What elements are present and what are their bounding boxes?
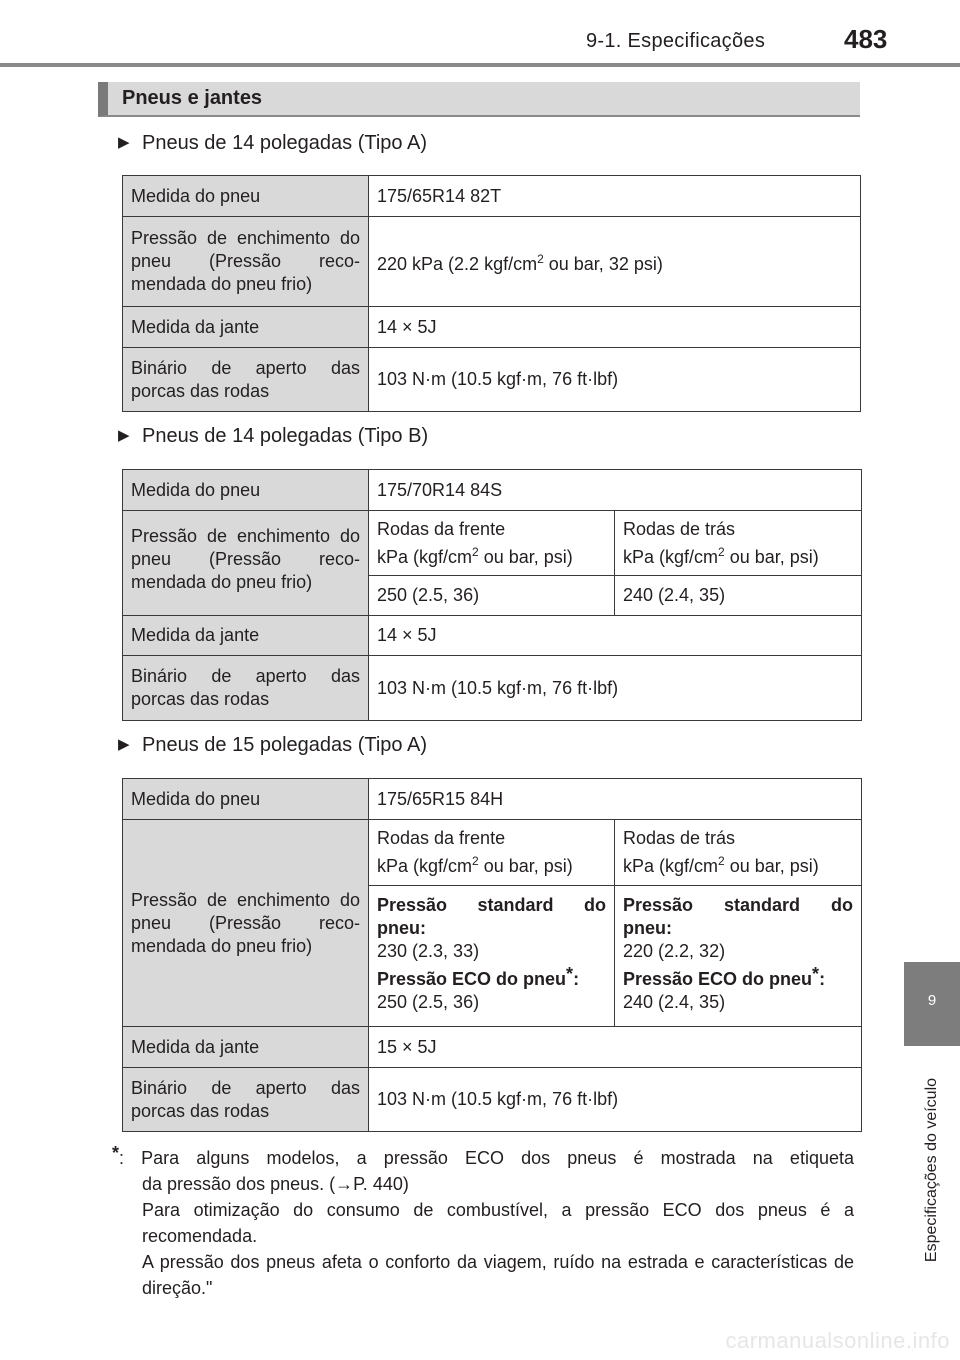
- rim-size-label: Medida da jante: [123, 616, 369, 656]
- torque-label: Binário de aperto das porcas das rodas: [123, 348, 369, 412]
- front-pressure-cell: [369, 886, 615, 1027]
- rim-size-value: 15 × 5J: [369, 1027, 862, 1068]
- section-title: Pneus e jantes: [98, 82, 860, 117]
- pressure-label: Pressão de enchimento do pneu (Pressão reco-mendada do pneu frio): [123, 511, 369, 616]
- eco-pressure-label: Pressão ECO do pneu*:: [377, 964, 580, 989]
- rear-pressure-cell: [615, 886, 862, 1027]
- rear-eco-value: 240 (2.4, 35): [623, 992, 726, 1012]
- torque-value: 103 N·m (10.5 kgf·m, 76 ft·lbf): [369, 348, 861, 412]
- front-pressure-value: 250 (2.5, 36): [369, 576, 615, 616]
- torque-label: Binário de aperto das porcas das rodas: [123, 656, 369, 721]
- footnote-line-1: *: Para alguns modelos, a pressão ECO dos pneus é mostrada na etiqueta: [112, 1143, 854, 1168]
- table-row: [123, 1068, 862, 1132]
- rear-standard-value: 220 (2.2, 32): [623, 941, 726, 961]
- subheading-text: Pneus de 14 polegadas (Tipo B): [142, 425, 429, 447]
- table-row: [123, 217, 861, 307]
- table-row: [123, 511, 862, 576]
- rear-wheels-header: Rodas de trás kPa ($kgf/cm^2$ ou bar, psi): [615, 511, 862, 576]
- subheading-text: Pneus de 15 polegadas (Tipo A): [142, 734, 428, 756]
- page-reference-link[interactable]: →P. 440: [335, 1174, 403, 1194]
- table-row: [123, 176, 861, 217]
- torque-value: 103 N·m (10.5 kgf·m, 76 ft·lbf): [369, 1068, 862, 1132]
- tire-size-label: Medida do pneu: [123, 176, 369, 217]
- subheading-14-type-b: [118, 425, 428, 448]
- table-row: [123, 779, 862, 820]
- tire-size-label: Medida do pneu: [123, 470, 369, 511]
- eco-pressure-label: Pressão ECO do pneu*:: [623, 964, 826, 989]
- pressure-value: 220 kPa (2.2 kgf/$cm^2$ ou bar, 32 psi): [369, 217, 861, 307]
- rear-pressure-value: 240 (2.4, 35): [615, 576, 862, 616]
- subheading-14-type-a: [118, 132, 427, 155]
- table-row: [123, 616, 862, 656]
- standard-pressure-label: Pressão standard do pneu:: [377, 895, 606, 938]
- footnote-paragraph-3: A pressão dos pneus afeta o conforto da viagem, ruído na estrada e características de direção.": [142, 1252, 854, 1298]
- rim-size-label: Medida da jante: [123, 1027, 369, 1068]
- front-wheels-header: Rodas da frente kPa ($kgf/cm^2$ ou bar, psi): [369, 511, 615, 576]
- triangle-bullet-icon: ▶: [118, 427, 130, 444]
- table-row: [123, 307, 861, 348]
- torque-value: 103 N·m (10.5 kgf·m, 76 ft·lbf): [369, 656, 862, 721]
- table-row: [123, 348, 861, 412]
- tire-size-value: 175/65R15 84H: [369, 779, 862, 820]
- front-wheels-header: Rodas da frente kPa ($kgf/cm^2$ ou bar, psi): [369, 820, 615, 886]
- spec-table-14-type-b: [122, 469, 862, 721]
- chapter-label: Especificações do veículo: [923, 1077, 940, 1263]
- watermark: carmanualsonline.info: [725, 1328, 950, 1353]
- header-divider: [0, 63, 960, 67]
- torque-label: Binário de aperto das porcas das rodas: [123, 1068, 369, 1132]
- subheading-text: Pneus de 14 polegadas (Tipo A): [142, 132, 428, 154]
- footnote: [112, 1140, 854, 1301]
- table-row: [123, 656, 862, 721]
- tire-size-label: Medida do pneu: [123, 779, 369, 820]
- rim-size-value: 14 × 5J: [369, 616, 862, 656]
- tire-size-value: 175/65R14 82T: [369, 176, 861, 217]
- standard-pressure-label: Pressão standard do pneu:: [623, 895, 854, 938]
- page-number: 483: [844, 24, 888, 54]
- section-heading: 9-1. Especificações: [586, 30, 766, 52]
- front-standard-value: 230 (2.3, 33): [377, 941, 480, 961]
- subheading-15-type-a: [118, 734, 427, 757]
- table-row: [123, 1027, 862, 1068]
- spec-table-15-type-a: [122, 778, 862, 1132]
- footnote-paragraph-2: Para otimização do consumo de combustível, a pressão ECO dos pneus é a recomendada.: [142, 1200, 854, 1246]
- triangle-bullet-icon: ▶: [118, 736, 130, 753]
- footnote-line-2: da pressão dos pneus. (→P. 440): [142, 1174, 409, 1194]
- triangle-bullet-icon: ▶: [118, 134, 130, 151]
- table-row: [123, 470, 862, 511]
- chapter-number: 9: [927, 992, 937, 1009]
- pressure-label: Pressão de enchimento do pneu (Pressão reco-mendada do pneu frio): [123, 217, 369, 307]
- pressure-label: Pressão de enchimento do pneu (Pressão reco-mendada do pneu frio): [123, 820, 369, 1027]
- tire-size-value: 175/70R14 84S: [369, 470, 862, 511]
- chapter-tab: [904, 962, 960, 1046]
- rear-wheels-header: Rodas de trás kPa ($kgf/cm^2$ ou bar, psi): [615, 820, 862, 886]
- front-eco-value: 250 (2.5, 36): [377, 992, 480, 1012]
- table-row: [123, 820, 862, 886]
- rim-size-value: 14 × 5J: [369, 307, 861, 348]
- rim-size-label: Medida da jante: [123, 307, 369, 348]
- spec-table-14-type-a: [122, 175, 861, 412]
